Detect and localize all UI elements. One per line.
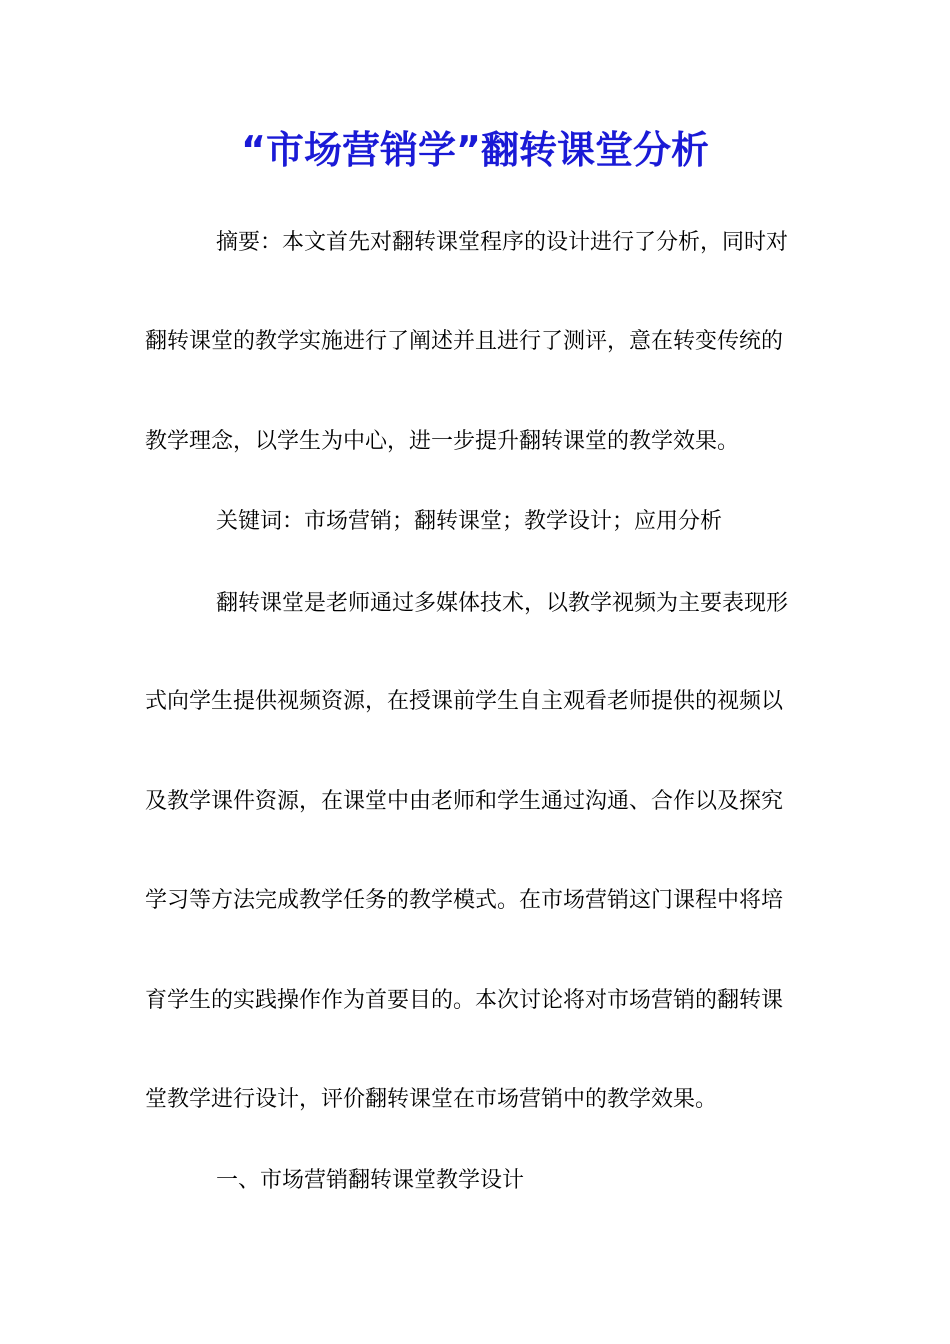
- intro-line-1: 翻转课堂是老师通过多媒体技术，以教学视频为主要表现形: [216, 591, 789, 616]
- keywords-line: 关键词：市场营销；翻转课堂；教学设计；应用分析: [216, 509, 723, 534]
- document-title: “市场营销学”翻转课堂分析: [241, 128, 709, 172]
- intro-line-3: 及教学课件资源，在课堂中由老师和学生通过沟通、合作以及探究: [145, 789, 784, 814]
- intro-line-2: 式向学生提供视频资源，在授课前学生自主观看老师提供的视频以: [145, 689, 784, 714]
- intro-line-4: 学习等方法完成教学任务的教学模式。在市场营销这门课程中将培: [145, 888, 784, 913]
- abstract-line-1: 摘要：本文首先对翻转课堂程序的设计进行了分析，同时对: [216, 230, 789, 255]
- abstract-line-2: 翻转课堂的教学实施进行了阐述并且进行了测评，意在转变传统的: [145, 329, 784, 354]
- intro-line-5: 育学生的实践操作作为首要目的。本次讨论将对市场营销的翻转课: [145, 988, 784, 1013]
- section-heading: 一、市场营销翻转课堂教学设计: [216, 1168, 525, 1193]
- abstract-line-3: 教学理念，以学生为中心，进一步提升翻转课堂的教学效果。: [145, 429, 740, 454]
- intro-line-6: 堂教学进行设计，评价翻转课堂在市场营销中的教学效果。: [145, 1087, 718, 1112]
